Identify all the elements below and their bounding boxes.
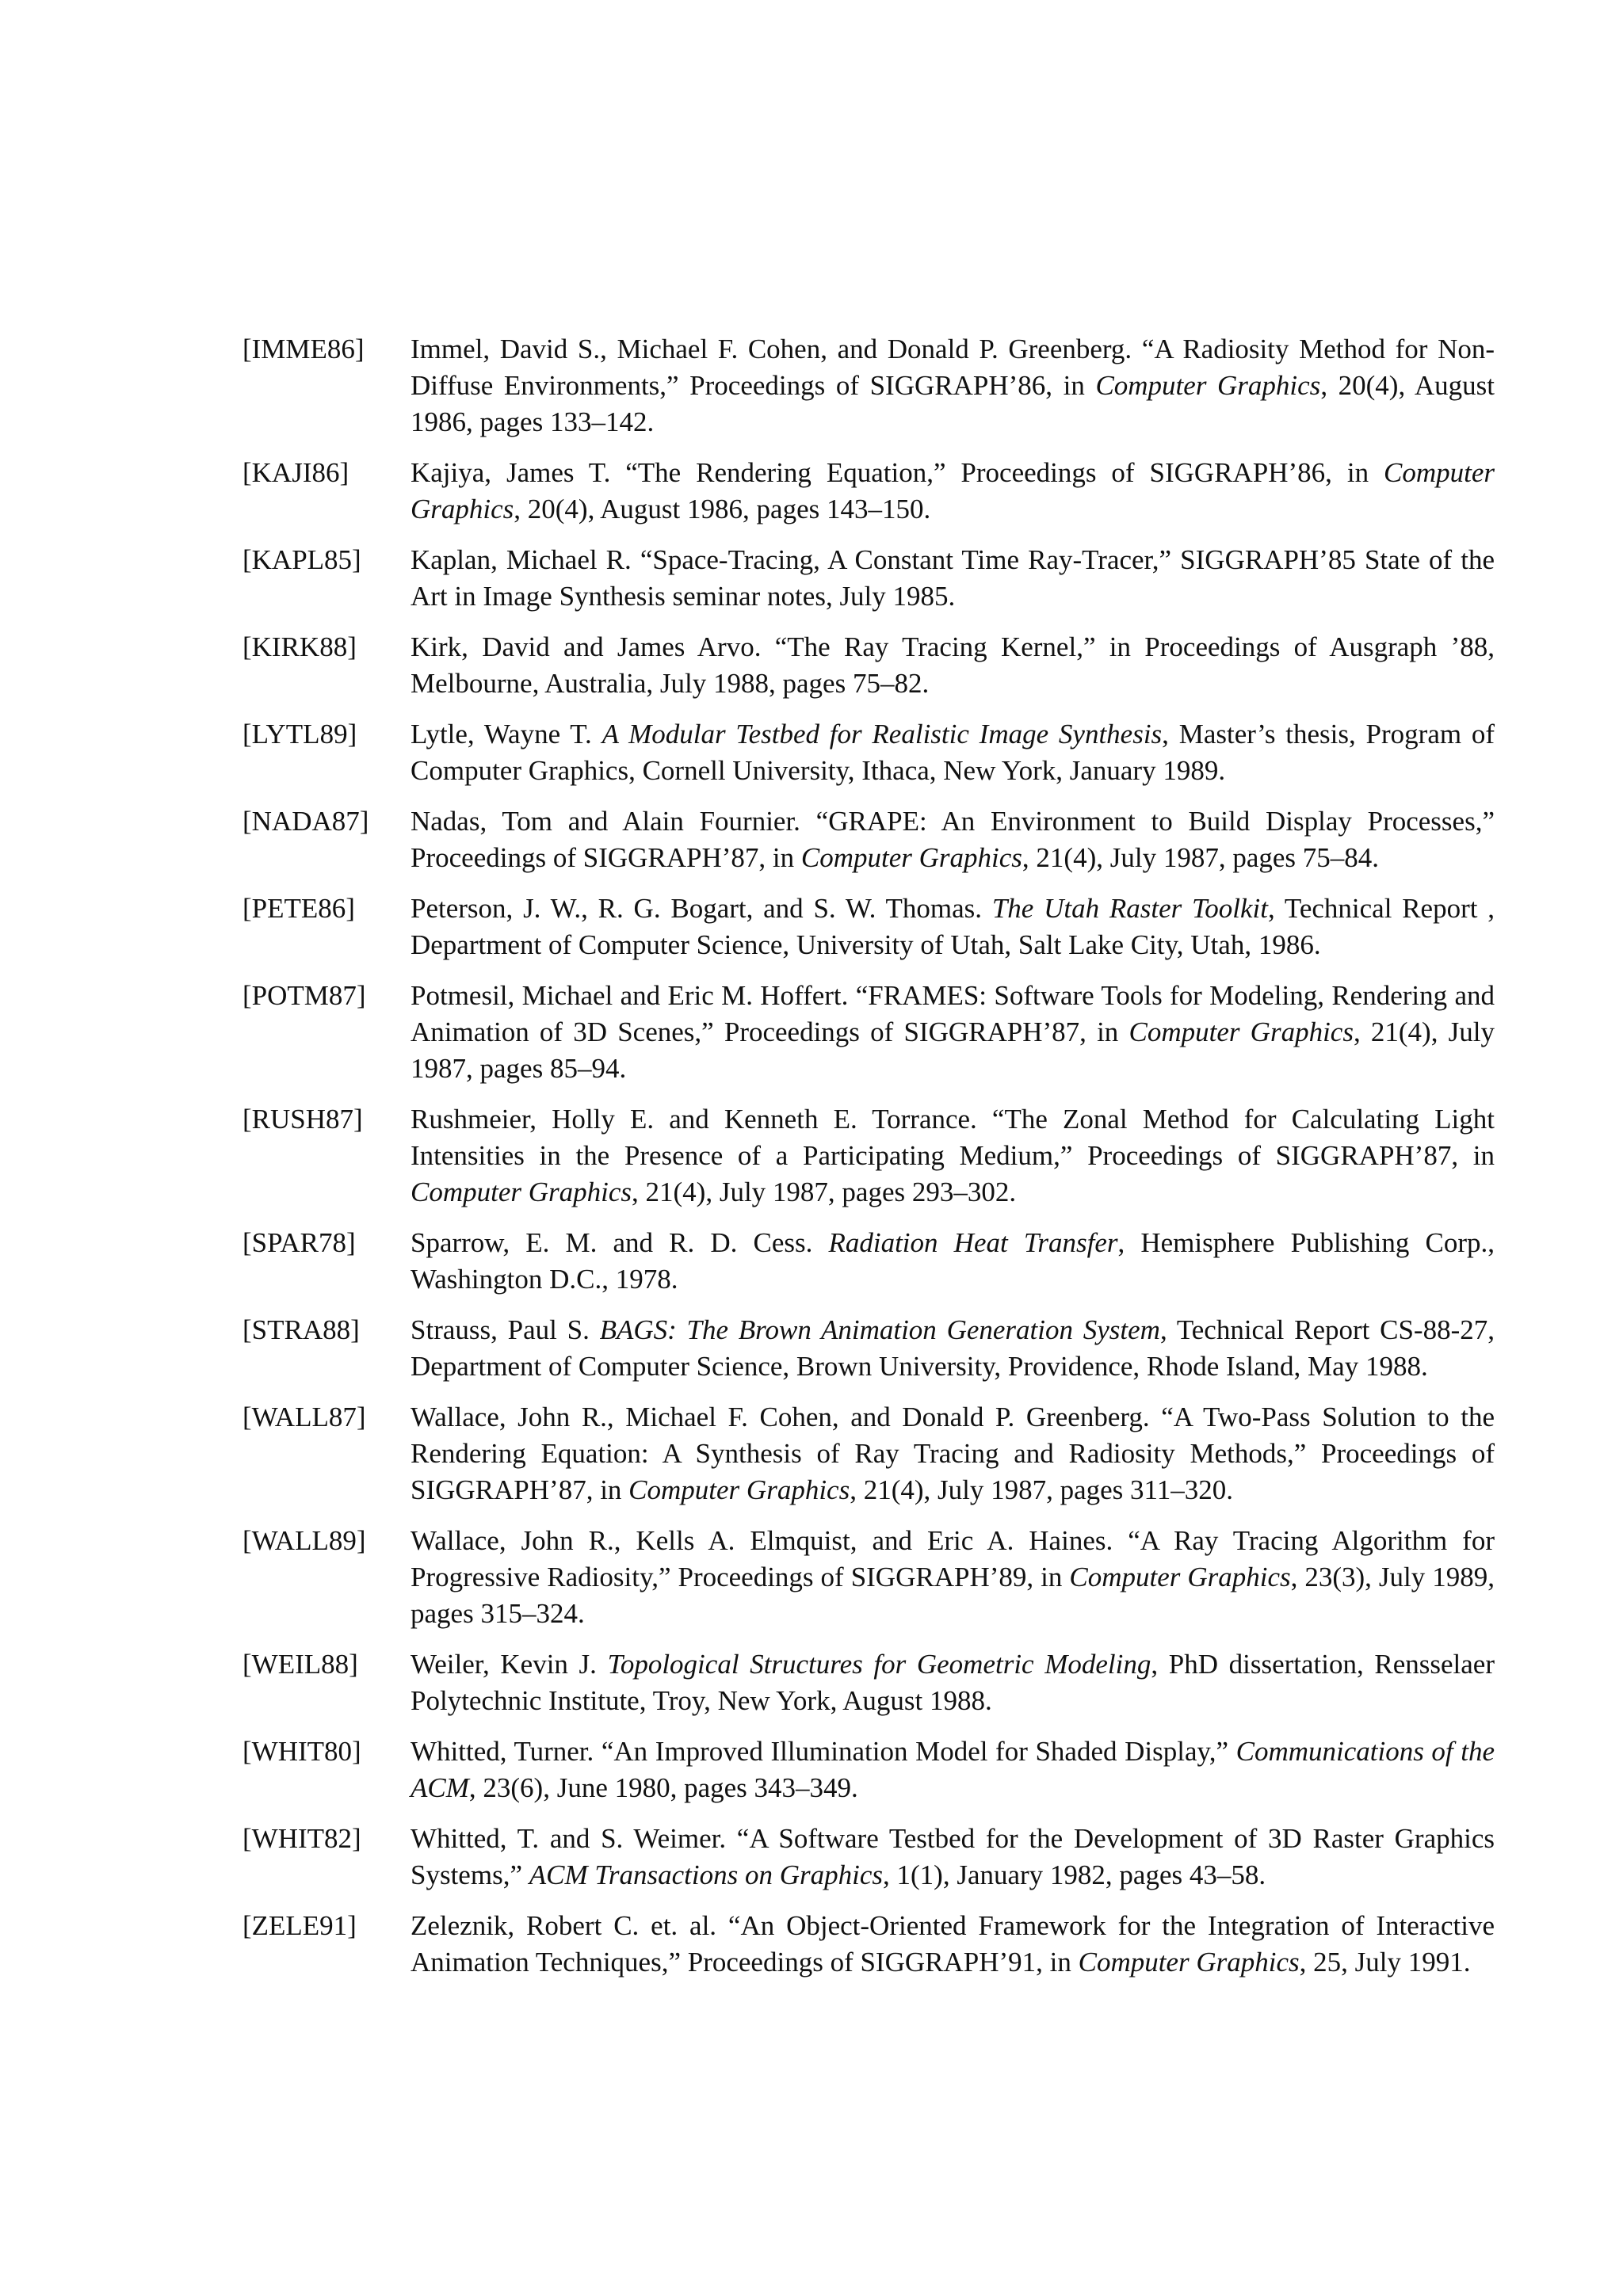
reference-entry	[242, 629, 1495, 702]
reference-entry	[242, 455, 1495, 528]
reference-text-segment: , PhD dissertation, Rensselaer Polytechnic Institute, Troy, New York, August 1988.	[411, 1649, 1495, 1716]
reference-key: [LYTL89]	[242, 719, 357, 749]
reference-entry	[242, 803, 1495, 876]
reference-text	[411, 1821, 1495, 1894]
reference-entry	[242, 1399, 1495, 1508]
reference-entry	[242, 1908, 1495, 1981]
reference-title-italic: Computer Graphics	[411, 457, 1495, 524]
reference-text-segment: , Technical Report , Department of Computer Science, University of Utah, Salt Lake City, Utah, 1986.	[411, 893, 1495, 960]
reference-text-segment: Peterson, J. W., R. G. Bogart, and S. W. Thomas.	[411, 893, 992, 924]
reference-text	[411, 542, 1495, 615]
reference-text	[411, 1399, 1495, 1508]
reference-text-segment: , 20(4), August 1986, pages 133–142.	[411, 370, 1495, 437]
reference-text-segment: Wallace, John R., Michael F. Cohen, and Donald P. Greenberg. “A Two-Pass Solution to the Rendering Equation: A Synthesis of Ray Tracing and Radiosity Methods,” Proceedings of SIGGRAPH’87, in	[411, 1402, 1495, 1505]
reference-entry	[242, 331, 1495, 441]
reference-title-italic: Computer Graphics	[628, 1474, 850, 1505]
reference-title-italic: ACM Transactions on Graphics	[529, 1859, 884, 1890]
reference-key: [KAJI86]	[242, 457, 349, 488]
reference-title-italic: Computer Graphics	[1095, 370, 1321, 401]
reference-text-segment: Potmesil, Michael and Eric M. Hoffert. “FRAMES: Software Tools for Modeling, Rendering and Animation of 3D Scenes,” Proceedings of SIGGRAPH’87, in	[411, 980, 1495, 1047]
reference-text	[411, 716, 1495, 789]
reference-key: [RUSH87]	[242, 1104, 363, 1135]
reference-title-italic: BAGS: The Brown Animation Generation System	[599, 1314, 1160, 1345]
reference-text	[411, 1225, 1495, 1298]
reference-title-italic: Computer Graphics	[411, 1177, 632, 1207]
reference-text	[411, 1312, 1495, 1385]
reference-entry	[242, 1523, 1495, 1632]
reference-entry	[242, 1733, 1495, 1806]
reference-text-segment: Nadas, Tom and Alain Fournier. “GRAPE: An Environment to Build Display Processes,” Proceedings of SIGGRAPH’87, in	[411, 806, 1495, 873]
reference-text-segment: Whitted, T. and S. Weimer. “A Software Testbed for the Development of 3D Raster Graphics Systems,”	[411, 1823, 1495, 1890]
reference-key: [WHIT82]	[242, 1823, 361, 1854]
reference-entry	[242, 1312, 1495, 1385]
reference-key: [PETE86]	[242, 893, 355, 924]
reference-text	[411, 803, 1495, 876]
reference-key: [ZELE91]	[242, 1910, 357, 1941]
reference-text-segment: , 21(4), July 1987, pages 75–84.	[1022, 842, 1380, 873]
reference-entry	[242, 716, 1495, 789]
reference-text	[411, 455, 1495, 528]
reference-key: [POTM87]	[242, 980, 366, 1011]
reference-entry	[242, 891, 1495, 963]
reference-text	[411, 331, 1495, 441]
reference-key: [STRA88]	[242, 1314, 360, 1345]
reference-text-segment: Zeleznik, Robert C. et. al. “An Object-Oriented Framework for the Integration of Interactive Animation Techniques,” Proceedings of SIGGRAPH’91, in	[411, 1910, 1495, 1978]
reference-text-segment: Kirk, David and James Arvo. “The Ray Tracing Kernel,” in Proceedings of Ausgraph ’88, Melbourne, Australia, July 1988, pages 75–82.	[411, 631, 1495, 699]
reference-text-segment: , 23(6), June 1980, pages 343–349.	[468, 1772, 858, 1803]
reference-key: [NADA87]	[242, 806, 369, 837]
reference-text	[411, 978, 1495, 1087]
reference-title-italic: Communications of the ACM	[411, 1736, 1495, 1803]
reference-entry	[242, 542, 1495, 615]
reference-title-italic: Computer Graphics	[1069, 1562, 1291, 1592]
reference-title-italic: Radiation Heat Transfer	[828, 1227, 1118, 1258]
reference-text-segment: , 21(4), July 1987, pages 293–302.	[632, 1177, 1017, 1207]
reference-text-segment: , 21(4), July 1987, pages 311–320.	[850, 1474, 1233, 1505]
reference-text-segment: , 21(4), July 1987, pages 85–94.	[411, 1016, 1495, 1084]
reference-text-segment: , Hemisphere Publishing Corp., Washington D.C., 1978.	[411, 1227, 1495, 1295]
reference-text-segment: Rushmeier, Holly E. and Kenneth E. Torrance. “The Zonal Method for Calculating Light Intensities in the Presence of a Participating Medium,” Proceedings of SIGGRAPH’87, in	[411, 1104, 1495, 1171]
reference-text-segment: , 23(3), July 1989, pages 315–324.	[411, 1562, 1495, 1629]
reference-text	[411, 1908, 1495, 1981]
reference-key: [KAPL85]	[242, 544, 361, 575]
reference-text	[411, 629, 1495, 702]
reference-entry	[242, 1821, 1495, 1894]
reference-key: [IMME86]	[242, 334, 365, 364]
reference-entry	[242, 1225, 1495, 1298]
reference-entry	[242, 1646, 1495, 1719]
reference-key: [KIRK88]	[242, 631, 357, 662]
reference-entry	[242, 978, 1495, 1087]
reference-list	[242, 331, 1495, 1995]
reference-text-segment: , 25, July 1991.	[1299, 1947, 1471, 1978]
reference-text-segment: Kaplan, Michael R. “Space-Tracing, A Constant Time Ray-Tracer,” SIGGRAPH’85 State of the Art in Image Synthesis seminar notes, July 1985.	[411, 544, 1495, 612]
reference-title-italic: A Modular Testbed for Realistic Image Synthesis	[601, 719, 1163, 749]
reference-text	[411, 1733, 1495, 1806]
reference-text	[411, 1523, 1495, 1632]
reference-text-segment: Weiler, Kevin J.	[411, 1649, 608, 1680]
reference-key: [WALL87]	[242, 1402, 366, 1432]
reference-key: [WHIT80]	[242, 1736, 361, 1767]
reference-title-italic: Computer Graphics	[1078, 1947, 1300, 1978]
reference-text	[411, 1646, 1495, 1719]
reference-text-segment: , 20(4), August 1986, pages 143–150.	[514, 494, 931, 524]
reference-key: [SPAR78]	[242, 1227, 356, 1258]
reference-text-segment: , Master’s thesis, Program of Computer Graphics, Cornell University, Ithaca, New York, January 1989.	[411, 719, 1495, 786]
reference-text-segment: Kajiya, James T. “The Rendering Equation,” Proceedings of SIGGRAPH’86, in	[411, 457, 1384, 488]
reference-key: [WALL89]	[242, 1525, 366, 1556]
reference-text-segment: Lytle, Wayne T.	[411, 719, 602, 749]
reference-text	[411, 891, 1495, 963]
reference-title-italic: Computer Graphics	[1128, 1016, 1354, 1047]
reference-text	[411, 1101, 1495, 1211]
reference-text-segment: Strauss, Paul S.	[411, 1314, 600, 1345]
reference-title-italic: The Utah Raster Toolkit	[991, 893, 1269, 924]
reference-key: [WEIL88]	[242, 1649, 358, 1680]
reference-text-segment: Whitted, Turner. “An Improved Illumination Model for Shaded Display,”	[411, 1736, 1236, 1767]
reference-title-italic: Topological Structures for Geometric Modeling	[607, 1649, 1151, 1680]
reference-title-italic: Computer Graphics	[800, 842, 1022, 873]
reference-text-segment: Immel, David S., Michael F. Cohen, and Donald P. Greenberg. “A Radiosity Method for Non-Diffuse Environments,” Proceedings of SIGGRAPH’86, in	[411, 334, 1495, 401]
reference-text-segment: , 1(1), January 1982, pages 43–58.	[883, 1859, 1266, 1890]
reference-text-segment: Sparrow, E. M. and R. D. Cess.	[411, 1227, 829, 1258]
reference-text-segment: Wallace, John R., Kells A. Elmquist, and Eric A. Haines. “A Ray Tracing Algorithm for Progressive Radiosity,” Proceedings of SIGGRAPH’89, in	[411, 1525, 1495, 1592]
reference-entry	[242, 1101, 1495, 1211]
reference-text-segment: , Technical Report CS-88-27, Department of Computer Science, Brown University, Providence, Rhode Island, May 1988.	[411, 1314, 1495, 1382]
